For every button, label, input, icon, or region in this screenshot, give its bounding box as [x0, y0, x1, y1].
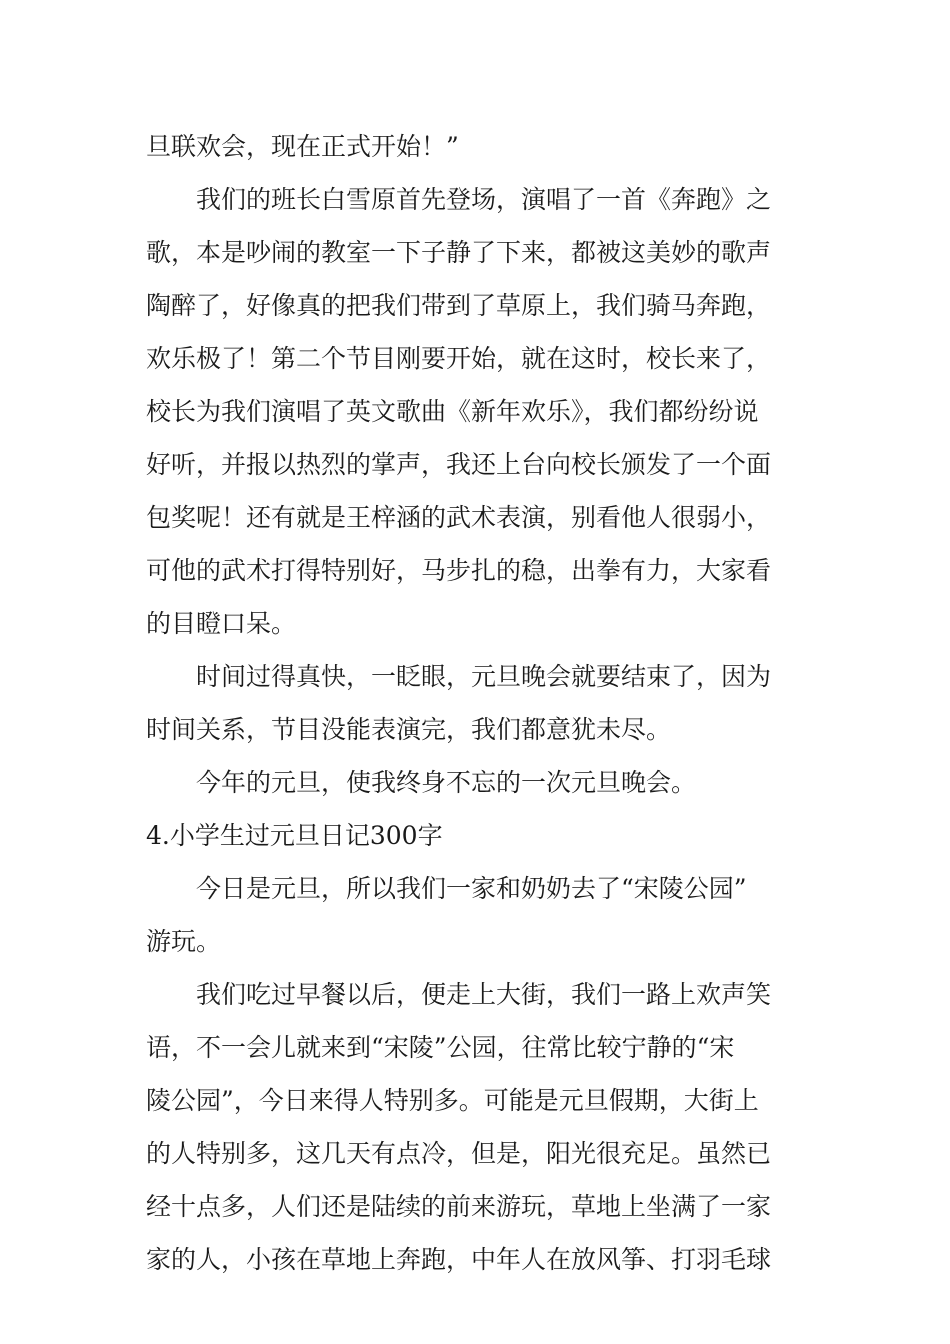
paragraph-start-line: 今日是元旦，所以我们一家和奶奶去了“宋陵公园”: [196, 874, 747, 903]
text-line: 时间关系，节目没能表演完，我们都意犹未尽。: [146, 715, 672, 744]
text-line: 欢乐极了！第二个节目刚要开始，就在这时，校长来了，: [146, 344, 772, 373]
section-heading: 4.小学生过元旦日记300字: [146, 821, 443, 850]
text-line: 包奖呢！还有就是王梓涵的武术表演，别看他人很弱小，: [146, 503, 772, 532]
text-line: 歌，本是吵闹的教室一下子静了下来，都被这美妙的歌声: [146, 238, 772, 267]
text-line: 经十点多，人们还是陆续的前来游玩，草地上坐满了一家: [146, 1192, 772, 1221]
paragraph-start-line: 今年的元旦，使我终身不忘的一次元旦晚会。: [196, 768, 697, 797]
paragraph-start-line: 我们吃过早餐以后，便走上大街，我们一路上欢声笑: [196, 980, 772, 1009]
paragraph-start-line: 我们的班长白雪原首先登场，演唱了一首《奔跑》之: [196, 185, 772, 214]
text-line: 语，不一会儿就来到“宋陵”公园，往常比较宁静的“宋: [146, 1033, 735, 1062]
text-line: 的目瞪口呆。: [146, 609, 297, 638]
paragraph-start-line: 时间过得真快，一眨眼，元旦晚会就要结束了，因为: [196, 662, 772, 691]
text-line: 游玩。: [146, 927, 222, 956]
text-line: 旦联欢会，现在正式开始！”: [146, 132, 459, 161]
text-line: 陵公园”，今日来得人特别多。可能是元旦假期，大街上: [146, 1086, 759, 1115]
text-line: 可他的武术打得特别好，马步扎的稳，出拳有力，大家看: [146, 556, 772, 585]
text-line: 陶醉了，好像真的把我们带到了草原上，我们骑马奔跑，: [146, 291, 772, 320]
text-line: 的人特别多，这几天有点冷，但是，阳光很充足。虽然已: [146, 1139, 772, 1168]
text-line: 好听，并报以热烈的掌声，我还上台向校长颁发了一个面: [146, 450, 772, 479]
text-line: 家的人，小孩在草地上奔跑，中年人在放风筝、打羽毛球: [146, 1245, 772, 1274]
text-line: 校长为我们演唱了英文歌曲《新年欢乐》，我们都纷纷说: [146, 397, 759, 426]
